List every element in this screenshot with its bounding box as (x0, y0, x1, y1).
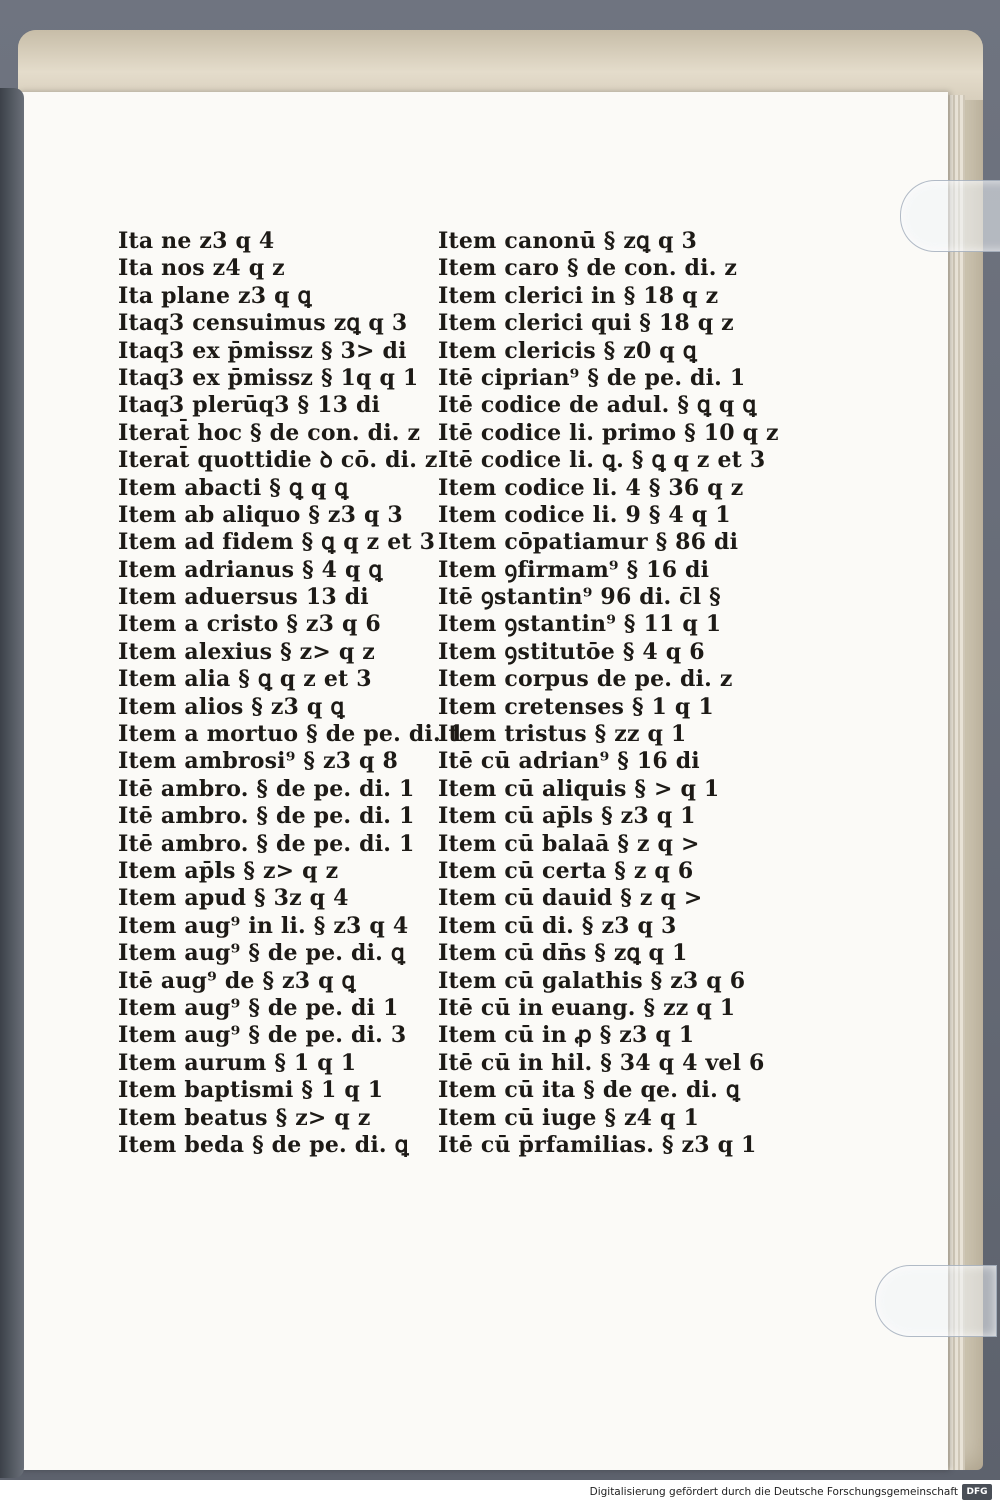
index-entry: Itē cū p̄rfamilias. § z3 q 1 (438, 1131, 757, 1158)
index-entry: Item cū certa § z q 6 (438, 857, 694, 884)
index-entry: Item ap̄ls § z> q z (118, 857, 339, 884)
index-entry: Item adrianus § 4 q ꝗ (118, 556, 383, 583)
index-entry: Item ab aliquo § z3 q 3 (118, 501, 403, 528)
index-entry: Iterat̄ hoc § de con. di. z (118, 419, 421, 446)
index-entry: Item cū dn̄s § zꝗ q 1 (438, 940, 688, 967)
index-entry: Ita plane z3 q ꝗ (118, 282, 312, 309)
index-entry: Itē aug⁹ de § z3 q ꝗ (118, 967, 356, 994)
index-entry: Item codice li. 4 § 36 q z (438, 474, 744, 501)
index-entry: Itē cū adrian⁹ § 16 di (438, 748, 700, 775)
index-entry: Item clericis § z0 q ꝗ (438, 337, 697, 364)
index-entry: Item apud § 3z q 4 (118, 885, 349, 912)
index-entry: Itaq3 ex p̄missz § 1q q 1 (118, 364, 419, 391)
index-entry: Item cū galathis § z3 q 6 (438, 967, 746, 994)
index-entry: Item aduersus 13 di (118, 584, 369, 611)
index-entry: Item cū aliquis § > q 1 (438, 775, 720, 802)
index-entry: Itē codice li. primo § 10 q z (438, 419, 779, 446)
index-entry: Itē ambro. § de pe. di. 1 (118, 830, 415, 857)
left-facing-page-edge (0, 88, 24, 1478)
index-entry: Item a mortuo § de pe. di. 1 (118, 721, 465, 748)
index-entry: Ita nos z4 q z (118, 255, 285, 282)
index-entry: Item cū ita § de qe. di. ꝗ (438, 1077, 740, 1104)
index-entry: Item ꝯfirmam⁹ § 16 di (438, 556, 710, 583)
index-entry: Itē cū in euang. § zz q 1 (438, 994, 736, 1021)
index-entry: Item cū ap̄ls § z3 q 1 (438, 803, 696, 830)
index-entry: Itaq3 plerūq3 § 13 di (118, 392, 381, 419)
index-entry: Item clerici in § 18 q z (438, 282, 719, 309)
index-entry: Item caro § de con. di. z (438, 255, 738, 282)
footer-bar (0, 1480, 1000, 1507)
index-entry: Item alexius § z> q z (118, 638, 375, 665)
index-entry: Itē ambro. § de pe. di. 1 (118, 803, 415, 830)
index-column-left (118, 228, 465, 1159)
index-entry: Item beatus § z> q z (118, 1104, 371, 1131)
index-entry: Item clerici qui § 18 q z (438, 310, 734, 337)
index-entry: Item alios § z3 q ꝗ (118, 693, 345, 720)
index-entry: Item cū dauid § z q > (438, 885, 703, 912)
index-entry: Item cū di. § z3 q 3 (438, 912, 677, 939)
index-entry: Itaq3 ex p̄missz § 3> di (118, 337, 407, 364)
index-entry: Itē codice de adul. § ꝗ q ꝗ (438, 392, 757, 419)
index-entry: Itaq3 censuimus zꝗ q 3 (118, 310, 408, 337)
index-entry: Item tristus § zz q 1 (438, 721, 687, 748)
index-entry: Item aug⁹ in li. § z3 q 4 (118, 912, 409, 939)
index-entry: Item ꝯstitutōe § 4 q 6 (438, 638, 705, 665)
index-entry: Item alia § ꝗ q z et 3 (118, 666, 372, 693)
index-entry: Item cū in ꝓ § z3 q 1 (438, 1022, 695, 1049)
index-entry: Item cū balaā § z q > (438, 830, 700, 857)
index-entry: Item ambrosi⁹ § z3 q 8 (118, 748, 398, 775)
index-entry: Item corpus de pe. di. z (438, 666, 733, 693)
index-entry: Item aug⁹ § de pe. di. ꝗ (118, 940, 406, 967)
index-entry: Item cōpatiamur § 86 di (438, 529, 739, 556)
index-entry: Item a cristo § z3 q 6 (118, 611, 381, 638)
index-entry: Item beda § de pe. di. ꝗ (118, 1131, 409, 1158)
index-entry: Item canonū § zꝗ q 3 (438, 228, 697, 254)
index-entry: Item cū iuge § z4 q 1 (438, 1104, 700, 1131)
index-entry: Item aurum § 1 q 1 (118, 1049, 357, 1076)
index-entry: Itē ciprian⁹ § de pe. di. 1 (438, 364, 746, 391)
index-entry: Ita ne z3 q 4 (118, 228, 275, 254)
funding-credit: Digitalisierung gefördert durch die Deutsche Forschungsgemeinschaft (589, 1486, 958, 1498)
index-entry: Iterat̄ quottidie ꝺ cō. di. z (118, 447, 438, 474)
index-entry: Item aug⁹ § de pe. di 1 (118, 994, 399, 1021)
page-clip-bottom (875, 1265, 997, 1337)
index-entry: Item ad fidem § ꝗ q z et 3 (118, 529, 436, 556)
page-clip-top (900, 180, 1000, 252)
index-entry: Item cretenses § 1 q 1 (438, 693, 714, 720)
index-entry: Item baptismi § 1 q 1 (118, 1077, 384, 1104)
index-column-right (438, 228, 779, 1159)
index-entry: Itē ꝯstantin⁹ 96 di. c̄l § (438, 584, 721, 611)
index-entry: Itē cū in hil. § 34 q 4 vel 6 (438, 1049, 765, 1076)
index-entry: Item aug⁹ § de pe. di. 3 (118, 1022, 407, 1049)
index-entry: Itē codice li. ꝗ. § ꝗ q z et 3 (438, 447, 766, 474)
index-entry: Itē ambro. § de pe. di. 1 (118, 775, 415, 802)
dfg-logo: DFG (962, 1484, 992, 1500)
book-binding-top-edge (18, 30, 983, 100)
index-entry: Item codice li. 9 § 4 q 1 (438, 501, 731, 528)
index-entry: Item abacti § ꝗ q ꝗ (118, 474, 349, 501)
index-entry: Item ꝯstantin⁹ § 11 q 1 (438, 611, 722, 638)
